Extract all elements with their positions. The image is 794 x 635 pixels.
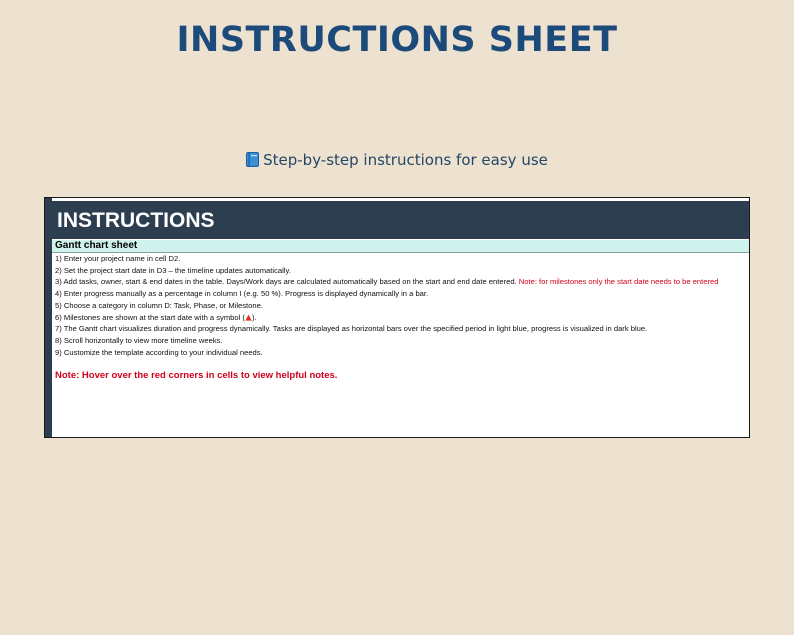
instruction-line-6: [55, 312, 749, 324]
panel-header: [52, 201, 749, 239]
instruction-line-1: 1) Enter your project name in cell D2.: [55, 254, 181, 263]
instruction-line-9: 9) Customize the template according to your individual needs.: [55, 347, 263, 357]
subtitle-text: Step-by-step instructions for easy use: [263, 151, 548, 169]
instruction-line-6-text: 6) Milestones are shown at the start date with a symbol (: [55, 312, 245, 322]
instruction-line-6-close: ).: [251, 312, 257, 322]
section-header: [52, 240, 749, 253]
instruction-list: [55, 253, 749, 358]
instruction-line-3: [55, 276, 749, 288]
instruction-line-7: 7) The Gantt chart visualizes duration and progress dynamically. Tasks are displayed as horizontal bars over the specified period in light blue, progress is visualized in dark blue.: [55, 324, 648, 334]
panel-header-title: INSTRUCTIONS: [57, 209, 215, 232]
instructions-panel: [44, 197, 750, 438]
page-subtitle: [0, 151, 794, 169]
section-title: Gantt chart sheet: [55, 240, 138, 251]
instruction-line-3-text: 3) Add tasks, owner, start & end dates in the table. Days/Work days are calculated automatically based on the start and end date entered.: [55, 277, 517, 287]
instruction-line-4: 4) Enter progress manually as a percentage in column I (e.g. 50 %). Progress is displayed dynamically in a bar.: [55, 289, 429, 299]
milestone-note: Note: for milestones only the start date needs to be entered: [518, 277, 719, 287]
milestone-triangle-icon: [245, 314, 252, 321]
instruction-line-8: 8) Scroll horizontally to view more timeline weeks.: [55, 335, 223, 345]
panel-left-border: [45, 198, 52, 437]
book-icon: [246, 152, 259, 167]
instruction-line-2: 2) Set the project start date in D3 – the timeline updates automatically.: [55, 265, 291, 275]
page-title: INSTRUCTIONS SHEET: [176, 20, 618, 60]
instruction-line-5: 5) Choose a category in column D: Task, Phase, or Milestone.: [55, 300, 263, 310]
hover-note: Note: Hover over the red corners in cells to view helpful notes.: [55, 370, 338, 381]
